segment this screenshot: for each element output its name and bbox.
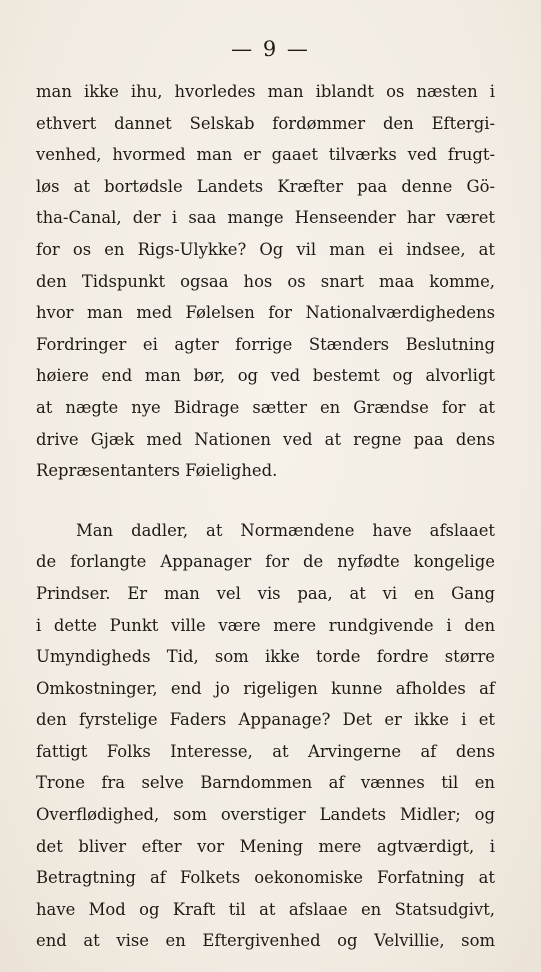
text-line: løs at bortødsle Landets Kræfter paa denne Gö- (36, 176, 495, 196)
text-line: venhed, hvormed man er gaaet tilværks ved frugt- (36, 145, 495, 165)
text-line: tha-Canal, der i saa mange Henseender har været (36, 208, 495, 228)
text-line: Prindser. Er man vel vis paa, at vi en Gang (36, 583, 495, 603)
text-line: Fordringer ei agter forrige Stænders Beslutning (36, 334, 495, 354)
text-line: i dette Punkt ville være mere rundgivende i den (36, 615, 495, 635)
text-line: den Tidspunkt ogsaa hos os snart maa komme, (36, 271, 495, 291)
text-line: hvor man med Følelsen for Nationalværdighedens (36, 303, 495, 323)
text-line: høiere end man bør, og ved bestemt og alvorligt (36, 366, 495, 386)
page-number: — 9 — (231, 37, 310, 61)
text-line: Man dadler, at Normændene have afslaaet (76, 520, 495, 540)
paragraph-gap (36, 487, 495, 515)
text-line: fattigt Folks Interesse, at Arvingerne af dens (36, 741, 495, 761)
paragraph-1 (36, 76, 495, 487)
text-line: drive Gjæk med Nationen ved at regne paa dens (36, 429, 495, 449)
text-line: for os en Rigs-Ulykke? Og vil man ei indsee, at (36, 239, 495, 259)
text-line: man ikke ihu, hvorledes man iblandt os næsten i (36, 82, 495, 101)
text-line: den fyrstelige Faders Appanage? Det er ikke i et (36, 710, 495, 730)
text-line: Umyndigheds Tid, som ikke torde fordre større (36, 647, 495, 667)
paragraph-2 (36, 515, 495, 957)
text-line: Repræsentanters Føielighed. (36, 461, 278, 481)
text-line: det bliver efter vor Mening mere agtværdigt, i (36, 836, 495, 856)
text-line: Trone fra selve Barndommen af vænnes til en (36, 773, 495, 793)
text-line: ethvert dannet Selskab fordømmer den Eftergi- (36, 113, 495, 133)
text-line: have Mod og Kraft til at afslaae en Statsudgivt, (36, 899, 495, 919)
text-line: de forlangte Appanager for de nyfødte kongelige (36, 552, 495, 572)
text-line: end at vise en Eftergivenhed og Velvillie, som (36, 931, 495, 951)
text-line: Overflødighed, som overstiger Landets Midler; og (36, 805, 495, 825)
text-line: Omkostninger, end jo rigeligen kunne afholdes af (36, 678, 495, 698)
text-line: Betragtning af Folkets oekonomiske Forfatning at (36, 868, 495, 888)
text-line: at nægte nye Bidrage sætter en Grændse for at (36, 397, 495, 417)
